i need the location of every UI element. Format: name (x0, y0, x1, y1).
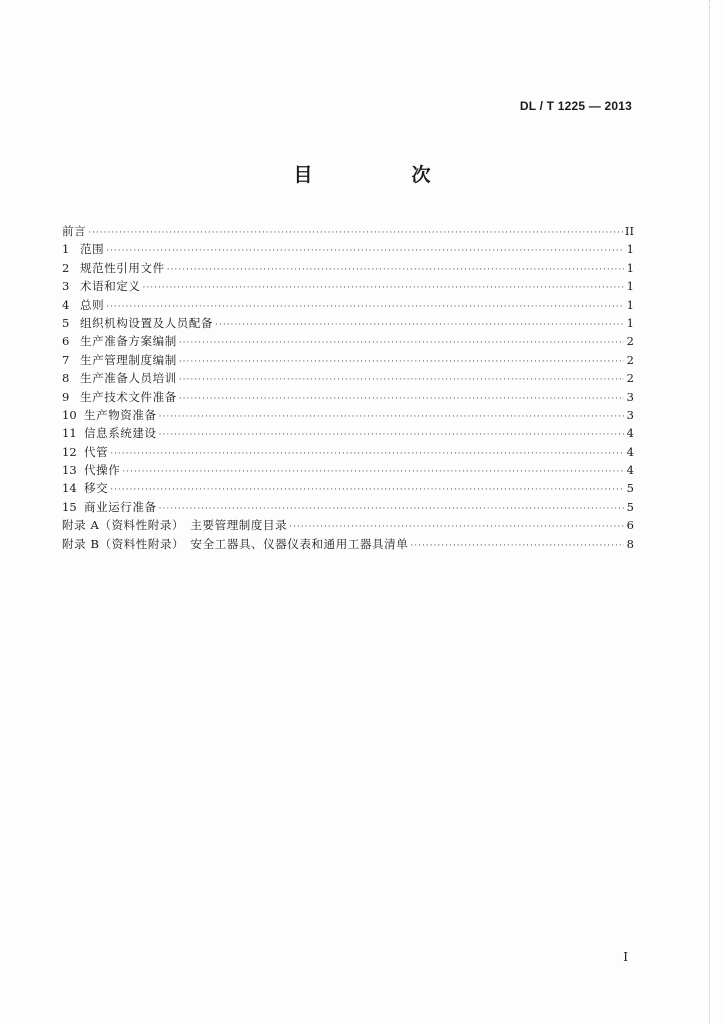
toc-entry-page: 1 (626, 279, 634, 294)
toc-entry-6[interactable] (62, 332, 634, 350)
toc-entry-page: 2 (626, 371, 634, 386)
toc-entry-label: 代管 (84, 444, 109, 459)
toc-entry-page: 2 (626, 352, 634, 367)
dot-leader (110, 445, 624, 463)
scan-edge-marks (709, 0, 710, 1024)
toc-entry-15[interactable] (62, 498, 634, 516)
toc-entry-label: 附录 B（资料性附录） 安全工器具、仪器仪表和通用工器具清单 (62, 536, 409, 551)
toc-entry-14[interactable] (62, 479, 634, 497)
toc-entry-label: 规范性引用文件 (80, 260, 165, 275)
toc-entry-5[interactable] (62, 314, 634, 332)
toc-entry-appendix-b[interactable] (62, 535, 634, 553)
toc-entry-page: 8 (626, 536, 634, 551)
toc-entry-number: 9 (62, 389, 70, 404)
toc-entry-label: 前言 (62, 224, 87, 238)
dot-leader (110, 481, 624, 499)
document-code: DL / T 1225 — 2013 (519, 99, 632, 113)
toc-entry-label: 附录 A（资料性附录） 主要管理制度目录 (62, 518, 288, 533)
dot-leader (179, 371, 624, 389)
dot-leader (106, 242, 624, 260)
toc-entry-label: 组织机构设置及人员配备 (80, 315, 214, 330)
toc-entry-page: 1 (626, 242, 634, 257)
toc-entry-11[interactable] (62, 424, 634, 442)
dot-leader (179, 390, 624, 408)
toc-entry-label: 移交 (84, 481, 109, 496)
toc-entry-number: 2 (62, 260, 70, 275)
toc-entry-page: 5 (626, 499, 634, 514)
toc-entry-number: 7 (62, 352, 70, 367)
toc-entry-page: 3 (626, 407, 634, 422)
toc-entry-page: 2 (626, 334, 634, 349)
toc-entry-2[interactable] (62, 259, 634, 277)
toc-entry-8[interactable] (62, 369, 634, 387)
dot-leader (179, 334, 624, 352)
toc-entry-page: 1 (626, 315, 634, 330)
dot-leader (215, 316, 624, 334)
toc-entry-page: II (624, 224, 634, 238)
toc-entry-3[interactable] (62, 277, 634, 295)
dot-leader (159, 426, 624, 444)
toc-entry-number: 6 (62, 334, 70, 349)
toc-entry-label: 生产准备人员培训 (80, 371, 177, 386)
toc-entry-number: 10 (62, 407, 77, 422)
toc-entry-label: 总则 (80, 297, 105, 312)
dot-leader (88, 224, 623, 242)
toc-entry-foreword[interactable] (62, 222, 634, 240)
table-of-contents (62, 222, 634, 553)
dot-leader (122, 463, 624, 481)
page-number: I (623, 950, 628, 964)
toc-entry-label: 生产物资准备 (84, 407, 157, 422)
toc-entry-label: 商业运行准备 (84, 499, 157, 514)
toc-title: 目 次 (293, 164, 471, 186)
toc-entry-page: 1 (626, 297, 634, 312)
dot-leader (143, 279, 625, 297)
toc-entry-10[interactable] (62, 406, 634, 424)
dot-leader (167, 261, 624, 279)
toc-entry-number: 5 (62, 315, 70, 330)
toc-entry-label: 术语和定义 (80, 279, 141, 294)
toc-entry-4[interactable] (62, 296, 634, 314)
toc-entry-number: 8 (62, 371, 70, 386)
toc-entry-number: 4 (62, 297, 70, 312)
dot-leader (410, 537, 624, 555)
toc-entry-page: 4 (626, 444, 634, 459)
toc-entry-number: 3 (62, 279, 70, 294)
toc-entry-number: 12 (62, 444, 77, 459)
toc-entry-number: 11 (62, 426, 77, 441)
toc-entry-page: 5 (626, 481, 634, 496)
toc-entry-1[interactable] (62, 240, 634, 258)
toc-entry-page: 6 (626, 518, 634, 533)
toc-entry-appendix-a[interactable] (62, 516, 634, 534)
toc-entry-label: 范围 (80, 242, 105, 257)
toc-entry-page: 1 (626, 260, 634, 275)
toc-entry-9[interactable] (62, 388, 634, 406)
toc-entry-12[interactable] (62, 443, 634, 461)
toc-entry-number: 1 (62, 242, 70, 257)
toc-entry-13[interactable] (62, 461, 634, 479)
toc-entry-page: 4 (626, 463, 634, 478)
dot-leader (159, 408, 624, 426)
toc-entry-label: 生产管理制度编制 (80, 352, 177, 367)
toc-entry-page: 3 (626, 389, 634, 404)
toc-entry-number: 15 (62, 499, 77, 514)
toc-entry-number: 14 (62, 481, 77, 496)
toc-entry-7[interactable] (62, 351, 634, 369)
toc-entry-label: 生产技术文件准备 (80, 389, 177, 404)
toc-entry-label: 代操作 (84, 463, 121, 478)
toc-entry-label: 生产准备方案编制 (80, 334, 177, 349)
toc-entry-number: 13 (62, 463, 77, 478)
toc-entry-label: 信息系统建设 (84, 426, 157, 441)
dot-leader (179, 353, 624, 371)
toc-entry-page: 4 (626, 426, 634, 441)
